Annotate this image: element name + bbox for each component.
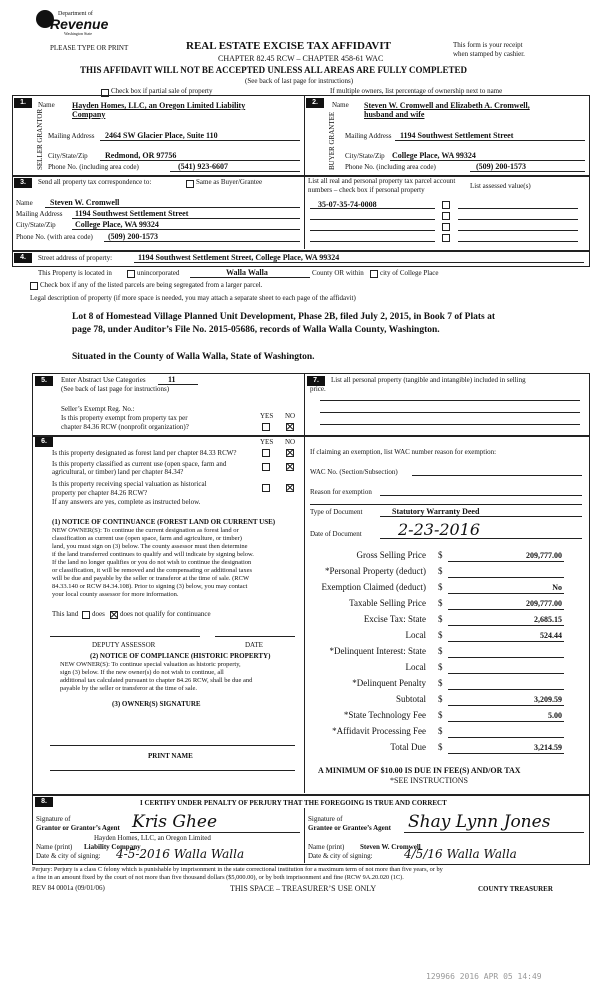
section-4-badge: 4. (14, 253, 32, 263)
seller-name-2: Company (72, 110, 106, 119)
legal-description-1: Lot 8 of Homestead Village Planned Unit Development, Phase 2B, filed July 2, 2015, in Book 7 of Plats at (72, 312, 496, 322)
personal-property-checkbox-3[interactable] (442, 223, 450, 231)
buyer-name: Steven W. Cromwell and Elizabeth A. Cromwell, (364, 101, 530, 110)
date-label: DATE (245, 641, 263, 649)
state-technology-fee: 5.00 (548, 711, 562, 720)
form-warning: THIS AFFIDAVIT WILL NOT BE ACCEPTED UNLESS ALL AREAS ARE FULLY COMPLETED (80, 65, 468, 75)
excise-tax-state: 2,685.15 (534, 615, 562, 624)
document-type: Statutory Warranty Deed (392, 507, 480, 516)
perjury-note-2: a fine in an amount fixed by the court of not more than five thousand dollars ($5,000.00), or by both imprisonment and fine (RCW 9A.20.020 (1C). (32, 874, 404, 881)
form-rev: REV 84 0001a (09/01/06) (32, 884, 105, 892)
forest-yes-checkbox[interactable] (262, 449, 270, 457)
section-8-badge: 8. (35, 797, 53, 807)
exempt-no-checkbox[interactable] (286, 423, 294, 431)
legal-description-2: page 78, under Auditor’s File No. 2015-05686, records of Walla Walla County, Washington. (72, 325, 440, 335)
situated-statement: Situated in the County of Walla Walla, State of Washington. (72, 352, 315, 362)
notice-continuance-title: (1) NOTICE OF CONTINUANCE (FOREST LAND OR CURRENT USE) (52, 518, 276, 526)
taxable-selling-price: 209,777.00 (526, 599, 562, 608)
buyer-side-label: BUYER GRANTEE (328, 111, 336, 170)
grantor-name-1: Hayden Homes, LLC, an Oregon Limited (94, 834, 211, 842)
exempt-yes-checkbox[interactable] (262, 423, 270, 431)
print-name-label: PRINT NAME (148, 752, 193, 760)
buyer-city: College Place, WA 99324 (392, 151, 476, 160)
receipt-note-1: This form is your receipt (453, 41, 523, 49)
grantor-name-2: Liability Company (84, 843, 141, 851)
tax-name: Steven W. Cromwell (50, 198, 120, 207)
property-street-address: 1194 Southwest Settlement Street, College Place, WA 99324 (138, 253, 340, 262)
segregated-checkbox[interactable] (30, 282, 38, 290)
exemption-claimed: No (552, 583, 562, 592)
seller-city: Redmond, OR 97756 (105, 151, 177, 160)
deputy-assessor-label: DEPUTY ASSESSOR (92, 641, 156, 649)
owner-signature-label: (3) OWNER(S) SIGNATURE (112, 700, 201, 708)
form-chapter: CHAPTER 82.45 RCW – CHAPTER 458-61 WAC (218, 54, 384, 63)
section-2-badge: 2. (306, 98, 324, 108)
gross-selling-price: 209,777.00 (526, 551, 562, 560)
county-value: Walla Walla (226, 268, 268, 277)
minimum-due-note: A MINIMUM OF $10.00 IS DUE IN FEE(S) AND/OR TAX (318, 766, 521, 775)
perjury-note-1: Perjury: Perjury is a class C felony which is punishable by imprisonment in the state correctional institution for a maximum term of not more than five years, or by (32, 866, 443, 873)
tax-city: College Place, WA 99324 (75, 220, 159, 229)
personal-property-checkbox-1[interactable] (442, 201, 450, 209)
abstract-use-category: 11 (168, 375, 176, 384)
same-as-buyer-checkbox[interactable] (186, 180, 194, 188)
county-treasurer-label: COUNTY TREASURER (478, 885, 553, 893)
total-due: 3,214.59 (534, 743, 562, 752)
seller-side-label: SELLER GRANTOR (36, 108, 44, 170)
buyer-mailing-address: 1194 Southwest Settlement Street (400, 131, 514, 140)
treasurer-space-label: THIS SPACE – TREASURER’S USE ONLY (230, 884, 377, 893)
current-use-no-checkbox[interactable] (286, 463, 294, 471)
historic-no-checkbox[interactable] (286, 484, 294, 492)
grantor-date-city: 4-5-2016 Walla Walla (116, 847, 245, 861)
subtotal: 3,209.59 (534, 695, 562, 704)
forest-no-checkbox[interactable] (286, 449, 294, 457)
section-1-badge: 1. (14, 98, 32, 108)
certify-statement: I CERTIFY UNDER PENALTY OF PERJURY THAT THE FOREGOING IS TRUE AND CORRECT (140, 799, 447, 807)
multiple-owners-label: If multiple owners, list percentage of ownership next to name (330, 87, 503, 95)
grantee-signature: Shay Lynn Jones (408, 812, 551, 832)
section-5-badge: 5. (35, 376, 53, 386)
personal-property-checkbox-4[interactable] (442, 234, 450, 242)
seller-phone: (541) 923-6607 (178, 162, 228, 171)
does-not-qualify-checkbox[interactable] (110, 611, 118, 619)
please-type: PLEASE TYPE OR PRINT (50, 44, 129, 52)
see-instructions-note: *SEE INSTRUCTIONS (390, 776, 469, 785)
buyer-phone: (509) 200-1573 (476, 162, 526, 171)
parcel-number-1: 35-07-35-74-0008 (318, 200, 377, 209)
excise-tax-local: 524.44 (540, 631, 562, 640)
seller-mailing-address: 2464 SW Glacier Place, Suite 110 (105, 131, 218, 140)
personal-property-checkbox-2[interactable] (442, 212, 450, 220)
partial-sale-label: Check box if partial sale of property (111, 87, 213, 95)
tax-phone: (509) 200-1573 (108, 232, 158, 241)
notice-compliance-title: (2) NOTICE OF COMPLIANCE (HISTORIC PROPERTY) (90, 652, 271, 660)
grantee-date-city: 4/5/16 Walla Walla (404, 847, 517, 861)
grantee-name: Steven W. Cromwell (360, 843, 421, 851)
receipt-note-2: when stamped by cashier. (453, 50, 525, 58)
see-back: (See back of last page for instructions) (245, 77, 354, 85)
qualifies-checkbox[interactable] (82, 611, 90, 619)
recording-stamp: 129966 2016 APR 05 14:49 (426, 972, 542, 981)
tax-mailing-address: 1194 Southwest Settlement Street (75, 209, 189, 218)
city-checkbox[interactable] (370, 270, 378, 278)
unincorporated-checkbox[interactable] (127, 270, 135, 278)
grantor-signature: Kris Ghee (132, 812, 218, 832)
current-use-yes-checkbox[interactable] (262, 463, 270, 471)
historic-yes-checkbox[interactable] (262, 484, 270, 492)
section-6-badge: 6. (35, 437, 53, 447)
section-3-badge: 3. (14, 178, 32, 188)
section-7-badge: 7. (307, 376, 325, 386)
buyer-name-2: husband and wife (364, 110, 425, 119)
document-date: 2-23-2016 (398, 520, 481, 539)
form-title: REAL ESTATE EXCISE TAX AFFIDAVIT (186, 40, 391, 52)
seller-name: Hayden Homes, LLC, an Oregon Limited Liability (72, 101, 246, 110)
